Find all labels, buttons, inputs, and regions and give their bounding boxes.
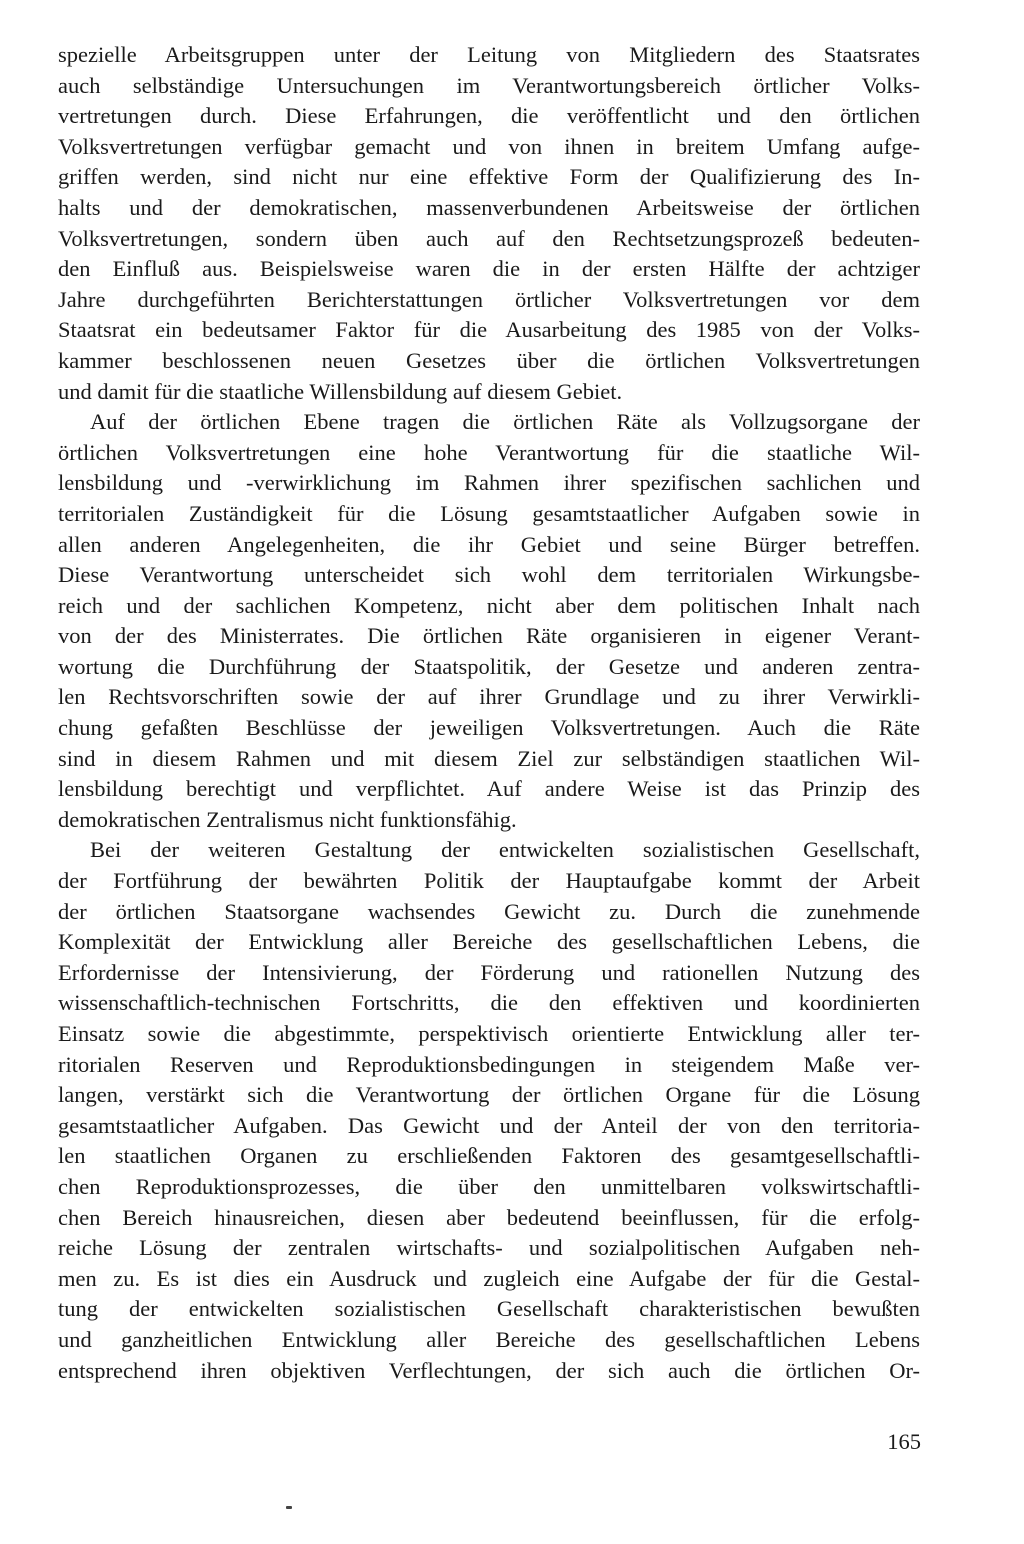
text-line: der Fortführung der bewährten Politik der Hauptaufgabe kommt der Arbeit bbox=[58, 868, 920, 894]
text-line: kammer beschlossenen neuen Gesetzes über die örtlichen Volksvertretungen bbox=[58, 347, 920, 373]
text-line: len Rechtsvorschriften sowie der auf ihrer Grundlage und zu ihrer Verwirkli- bbox=[58, 684, 920, 710]
text-line: chen Reproduktionsprozesses, die über den unmittelbaren volkswirtschaftli- bbox=[58, 1173, 920, 1199]
text-line: men zu. Es ist dies ein Ausdruck und zugleich eine Aufgabe der für die Gestal- bbox=[58, 1265, 920, 1291]
text-line: Staatsrat ein bedeutsamer Faktor für die Ausarbeitung des 1985 von der Volks- bbox=[58, 317, 920, 343]
text-line: Auf der örtlichen Ebene tragen die örtlichen Räte als Vollzugsorgane der bbox=[90, 409, 920, 435]
text-line: den Einfluß aus. Beispielsweise waren die in der ersten Hälfte der achtziger bbox=[58, 256, 920, 282]
scan-speck bbox=[286, 1506, 292, 1509]
text-line: Jahre durchgeführten Berichterstattungen örtlicher Volksvertretungen vor dem bbox=[58, 286, 920, 312]
paragraph bbox=[58, 835, 920, 1386]
paragraph bbox=[58, 407, 920, 835]
text-line: langen, verstärkt sich die Verantwortung der örtlichen Organe für die Lösung bbox=[58, 1082, 920, 1108]
text-line: ritorialen Reserven und Reproduktionsbedingungen in steigendem Maße ver- bbox=[58, 1051, 920, 1077]
text-line: wortung die Durchführung der Staatspolitik, der Gesetze und anderen zentra- bbox=[58, 653, 920, 679]
text-line: chung gefaßten Beschlüsse der jeweiligen Volksvertretungen. Auch die Räte bbox=[58, 715, 920, 741]
text-line: Erfordernisse der Intensivierung, der Förderung und rationellen Nutzung des bbox=[58, 959, 920, 985]
text-line: allen anderen Angelegenheiten, die ihr Gebiet und seine Bürger betreffen. bbox=[58, 531, 920, 557]
text-line: und damit für die staatliche Willensbildung auf diesem Gebiet. bbox=[58, 378, 623, 404]
text-line: von der des Ministerrates. Die örtlichen Räte organisieren in eigener Verant- bbox=[58, 623, 920, 649]
text-line: gesamtstaatlicher Aufgaben. Das Gewicht und der Anteil der von den territoria- bbox=[58, 1112, 920, 1138]
text-line: der örtlichen Staatsorgane wachsendes Gewicht zu. Durch die zunehmende bbox=[58, 898, 920, 924]
text-line: lensbildung und -verwirklichung im Rahmen ihrer spezifischen sachlichen und bbox=[58, 470, 920, 496]
text-line: örtlichen Volksvertretungen eine hohe Verantwortung für die staatliche Wil- bbox=[58, 439, 920, 465]
text-line: reiche Lösung der zentralen wirtschafts- und sozialpolitischen Aufgaben neh- bbox=[58, 1235, 920, 1261]
text-line: territorialen Zuständigkeit für die Lösung gesamtstaatlicher Aufgaben sowie in bbox=[58, 500, 920, 526]
text-line: entsprechend ihren objektiven Verflechtungen, der sich auch die örtlichen Or- bbox=[58, 1357, 920, 1383]
text-line: griffen werden, sind nicht nur eine effektive Form der Qualifizierung des In- bbox=[58, 164, 920, 190]
text-line: wissenschaftlich-technischen Fortschritts, die den effektiven und koordinierten bbox=[58, 990, 920, 1016]
text-line: Komplexität der Entwicklung aller Bereiche des gesellschaftlichen Lebens, die bbox=[58, 929, 920, 955]
text-line: tung der entwickelten sozialistischen Gesellschaft charakteristischen bewußten bbox=[58, 1296, 920, 1322]
text-line: reich und der sachlichen Kompetenz, nicht aber dem politischen Inhalt nach bbox=[58, 592, 920, 618]
text-line: sind in diesem Rahmen und mit diesem Ziel zur selbständigen staatlichen Wil- bbox=[58, 745, 920, 771]
text-line: halts und der demokratischen, massenverbundenen Arbeitsweise der örtlichen bbox=[58, 194, 920, 220]
text-line: und ganzheitlichen Entwicklung aller Bereiche des gesellschaftlichen Lebens bbox=[58, 1326, 920, 1352]
text-line: Diese Verantwortung unterscheidet sich wohl dem territorialen Wirkungsbe- bbox=[58, 562, 920, 588]
text-line: auch selbständige Untersuchungen im Verantwortungsbereich örtlicher Volks- bbox=[58, 72, 920, 98]
text-line: Bei der weiteren Gestaltung der entwickelten sozialistischen Gesellschaft, bbox=[90, 837, 920, 863]
text-line: len staatlichen Organen zu erschließenden Faktoren des gesamtgesellschaftli- bbox=[58, 1143, 920, 1169]
page-body bbox=[58, 40, 920, 1386]
text-line: spezielle Arbeitsgruppen unter der Leitung von Mitgliedern des Staatsrates bbox=[58, 42, 920, 67]
paragraph bbox=[58, 40, 920, 407]
text-line: Einsatz sowie die abgestimmte, perspektivisch orientierte Entwicklung aller ter- bbox=[58, 1021, 920, 1046]
text-line: lensbildung berechtigt und verpflichtet. Auf andere Weise ist das Prinzip des bbox=[58, 776, 920, 802]
page-number: 165 bbox=[887, 1429, 921, 1454]
text-line: Volksvertretungen, sondern üben auch auf den Rechtsetzungsprozeß bedeuten- bbox=[58, 225, 920, 251]
text-line: demokratischen Zentralismus nicht funktionsfähig. bbox=[58, 806, 517, 832]
text-line: vertretungen durch. Diese Erfahrungen, die veröffentlicht und den örtlichen bbox=[58, 103, 920, 129]
text-line: chen Bereich hinausreichen, diesen aber bedeutend beeinflussen, für die erfolg- bbox=[58, 1204, 920, 1230]
text-line: Volksvertretungen verfügbar gemacht und von ihnen in breitem Umfang aufge- bbox=[58, 133, 920, 159]
